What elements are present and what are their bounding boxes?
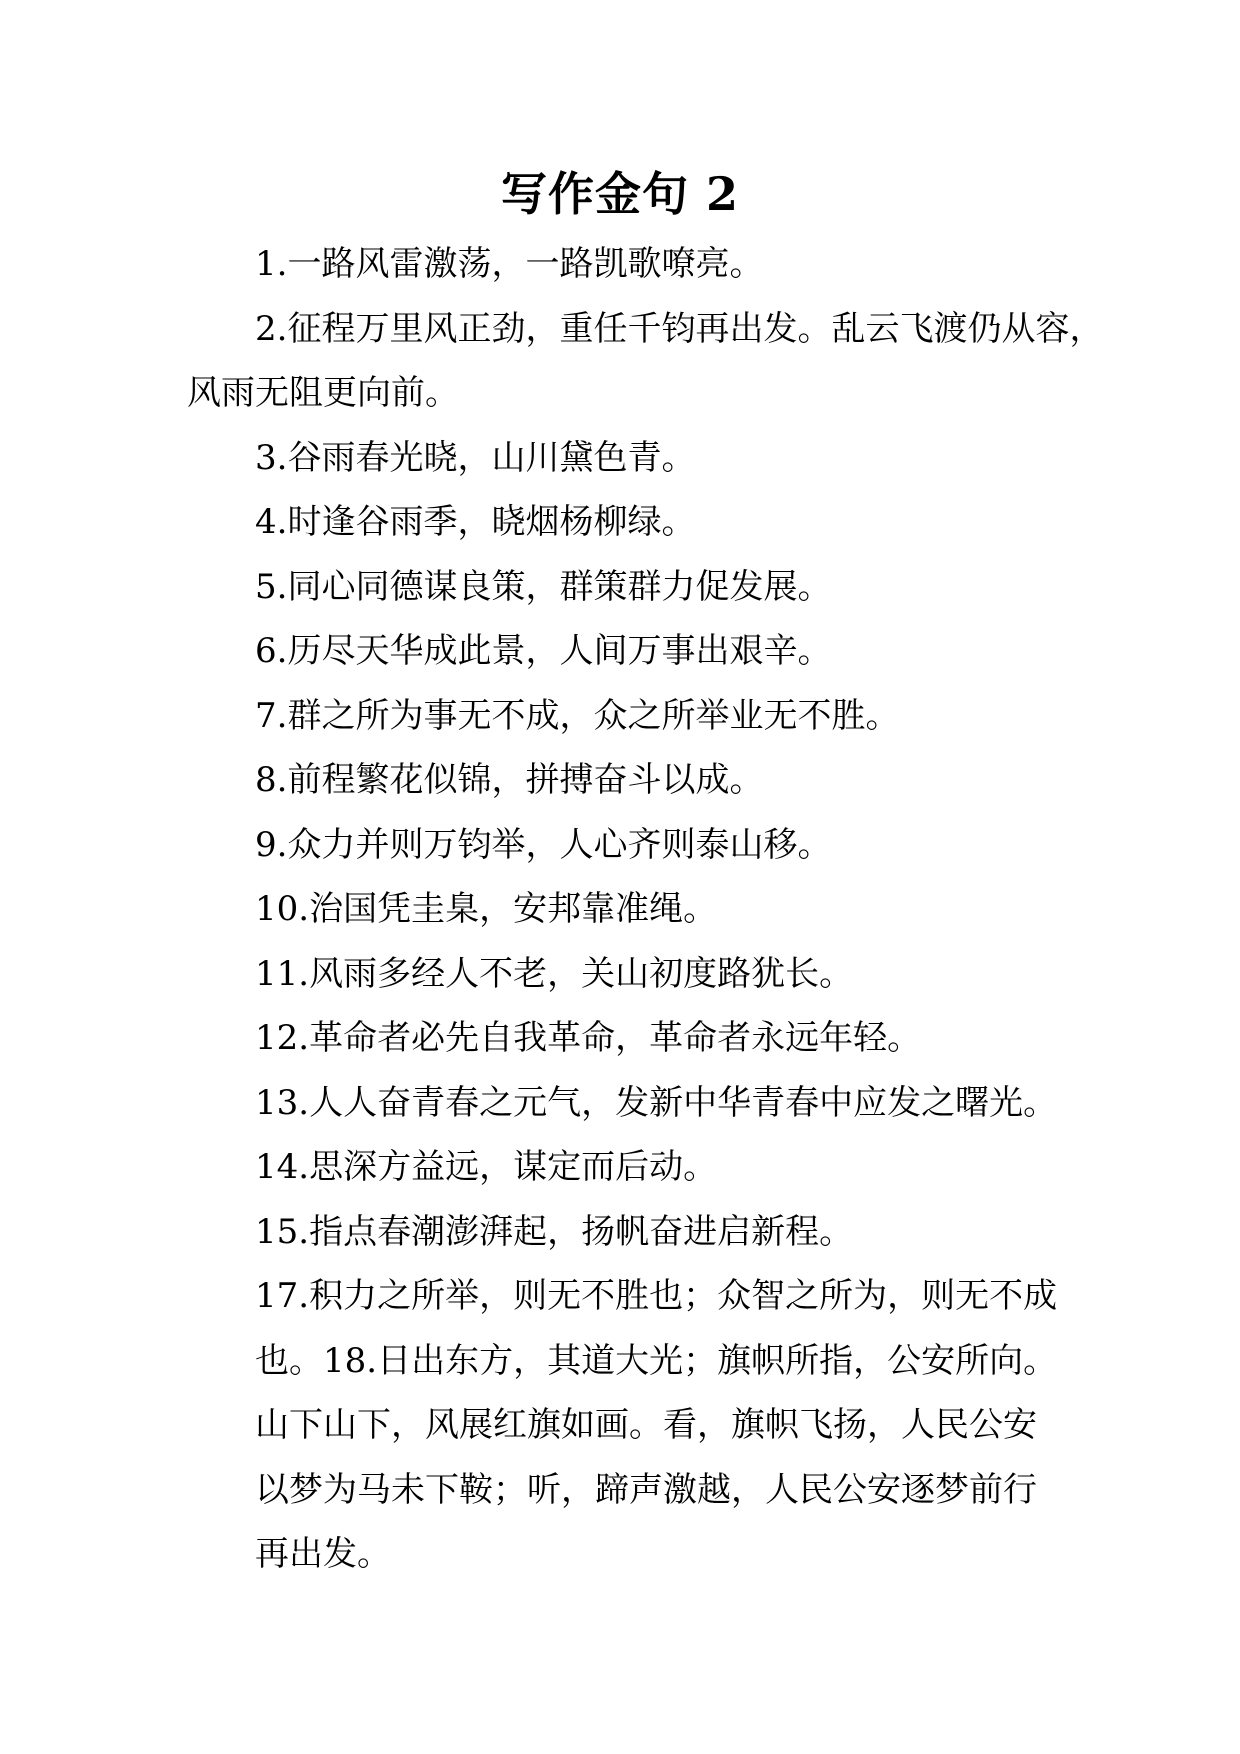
- item-text: 前程繁花似锦，拼搏奋斗以成。: [287, 760, 764, 800]
- item-number: 9.: [255, 824, 288, 865]
- item-number: 7.: [255, 695, 288, 736]
- item-text: 以梦为马未下鞍；听，蹄声激越，人民公安逐梦前行: [255, 1469, 1037, 1510]
- item-text: 时逢谷雨季，晓烟杨柳绿。: [287, 502, 696, 542]
- item-text: 思深方益远，谋定而后动。: [309, 1147, 718, 1187]
- list-item-continuation: [187, 1458, 1087, 1523]
- item-text: 一路风雷激荡，一路凯歌嘹亮。: [287, 244, 764, 284]
- list-item-continuation: [187, 1522, 1087, 1587]
- list-item-continuation: [187, 1329, 1087, 1394]
- item-number: 3.: [255, 437, 288, 478]
- item-number: 12.: [255, 1018, 310, 1058]
- list-item: [187, 813, 1087, 878]
- item-number: 11.: [255, 953, 310, 994]
- page-title: 写作金句 2: [500, 167, 740, 221]
- item-text: 积力之所举，则无不胜也；众智之所为，则无不成: [309, 1276, 1058, 1316]
- item-text: 征程万里风正劲，重任千钧再出发。乱云飞渡仍从容，: [287, 308, 1104, 349]
- item-text: 也。: [255, 1340, 323, 1381]
- list-item: [187, 426, 1087, 491]
- item-number: 4.: [255, 502, 288, 542]
- item-number: 15.: [255, 1211, 310, 1252]
- list-item: [187, 555, 1087, 620]
- item-number: 18.: [323, 1340, 378, 1381]
- list-item-continuation: [187, 1393, 1087, 1458]
- list-item: [187, 1006, 1087, 1071]
- list-item: [187, 490, 1087, 555]
- list-item: [187, 1200, 1087, 1265]
- item-text: 众力并则万钧举，人心齐则泰山移。: [287, 824, 832, 865]
- list-item: [187, 877, 1087, 942]
- item-number: 10.: [255, 889, 310, 929]
- list-item: [187, 1071, 1087, 1136]
- item-number: 14.: [255, 1147, 310, 1187]
- list-item: [187, 684, 1087, 749]
- item-number: 13.: [255, 1082, 310, 1123]
- item-number: 5.: [255, 566, 288, 607]
- item-text: 风雨多经人不老，关山初度路犹长。: [309, 953, 854, 994]
- item-text: 风雨无阻更向前。: [187, 373, 459, 413]
- list-item: [187, 619, 1087, 684]
- item-number: 8.: [255, 760, 288, 800]
- item-number: 2.: [255, 308, 288, 349]
- item-text: 谷雨春光晓，山川黛色青。: [287, 437, 696, 478]
- list-item: [187, 297, 1104, 362]
- item-text: 再出发。: [255, 1534, 391, 1574]
- list-item: [187, 232, 1087, 297]
- item-text: 山下山下，风展红旗如画。看，旗帜飞扬，人民公安: [255, 1405, 1037, 1445]
- item-number: 1.: [255, 244, 288, 284]
- list-item: [187, 942, 1087, 1007]
- item-text: 人人奋青春之元气，发新中华青春中应发之曙光。: [309, 1082, 1058, 1123]
- document-body: [187, 232, 1104, 1587]
- item-text: 指点春潮澎湃起，扬帆奋进启新程。: [309, 1211, 854, 1252]
- item-number: 6.: [255, 631, 288, 671]
- item-number: 17.: [255, 1276, 310, 1316]
- list-item: [187, 1264, 1087, 1329]
- item-text: 治国凭圭臬，安邦靠准绳。: [309, 889, 718, 929]
- list-item: [187, 748, 1087, 813]
- item-text: 群之所为事无不成，众之所举业无不胜。: [287, 695, 900, 736]
- item-text: 同心同德谋良策，群策群力促发展。: [287, 566, 832, 607]
- item-text: 革命者必先自我革命，革命者永远年轻。: [309, 1018, 922, 1058]
- list-item: [187, 1135, 1087, 1200]
- item-text: 日出东方，其道大光；旗帜所指，公安所向。: [377, 1340, 1058, 1381]
- item-text: 历尽天华成此景，人间万事出艰辛。: [287, 631, 832, 671]
- list-item-continuation: [187, 361, 1087, 426]
